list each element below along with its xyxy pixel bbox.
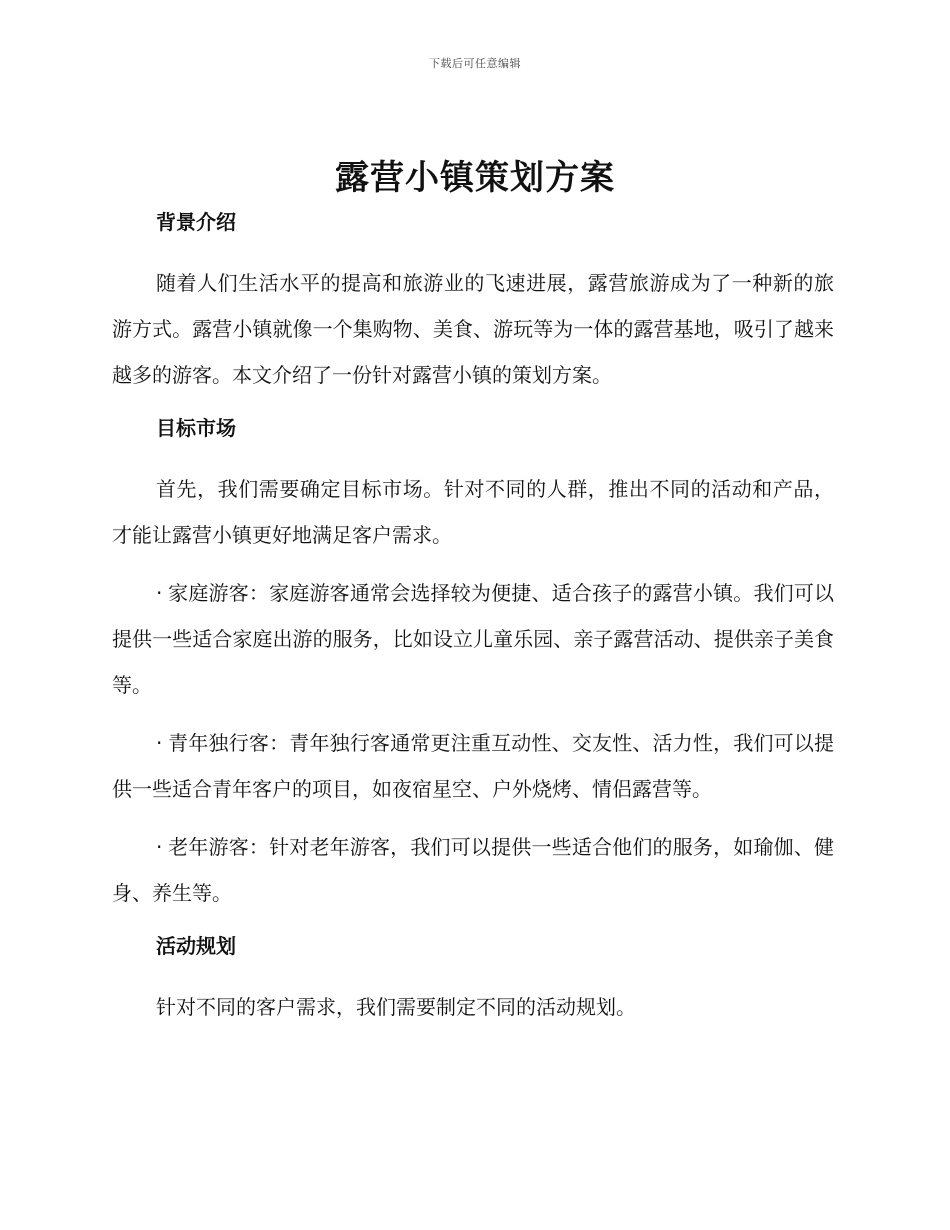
document-body [112,204,834,1042]
bullet-text: 家庭游客：家庭游客通常会选择较为便捷、适合孩子的露营小镇。我们可以提供一些适合家庭出游的服务，比如设立儿童乐园、亲子露营活动、提供亲子美食等。 [112,581,834,697]
bullet-text: 老年游客：针对老年游客，我们可以提供一些适合他们的服务，如瑜伽、健身、养生等。 [112,835,834,905]
section-heading-activity-planning: 活动规划 [156,934,236,958]
bullet-dot-icon: · [156,581,163,605]
bullet-item-family [112,570,834,708]
section-heading-background: 背景介绍 [156,210,236,234]
bullet-dot-icon: · [156,731,163,755]
bullet-text: 青年独行客：青年独行客通常更注重互动性、交友性、活力性，我们可以提供一些适合青年客户的项目，如夜宿星空、户外烧烤、情侣露营等。 [112,731,834,801]
bullet-item-elderly [112,824,834,916]
paragraph-target-market: 首先，我们需要确定目标市场。针对不同的人群，推出不同的活动和产品，才能让露营小镇更好地满足客户需求。 [112,477,834,547]
bullet-dot-icon: · [156,835,163,859]
bullet-item-youth [112,720,834,812]
header-note: 下载后可任意编辑 [429,57,521,70]
paragraph-background: 随着人们生活水平的提高和旅游业的飞速进展，露营旅游成为了一种新的旅游方式。露营小镇就像一个集购物、美食、游玩等为一体的露营基地，吸引了越来越多的游客。本文介绍了一份针对露营小镇的策划方案。 [112,271,834,387]
document-title: 露营小镇策划方案 [335,158,615,198]
section-heading-target-market: 目标市场 [156,416,236,440]
paragraph-activity-planning: 针对不同的客户需求，我们需要制定不同的活动规划。 [156,995,636,1019]
